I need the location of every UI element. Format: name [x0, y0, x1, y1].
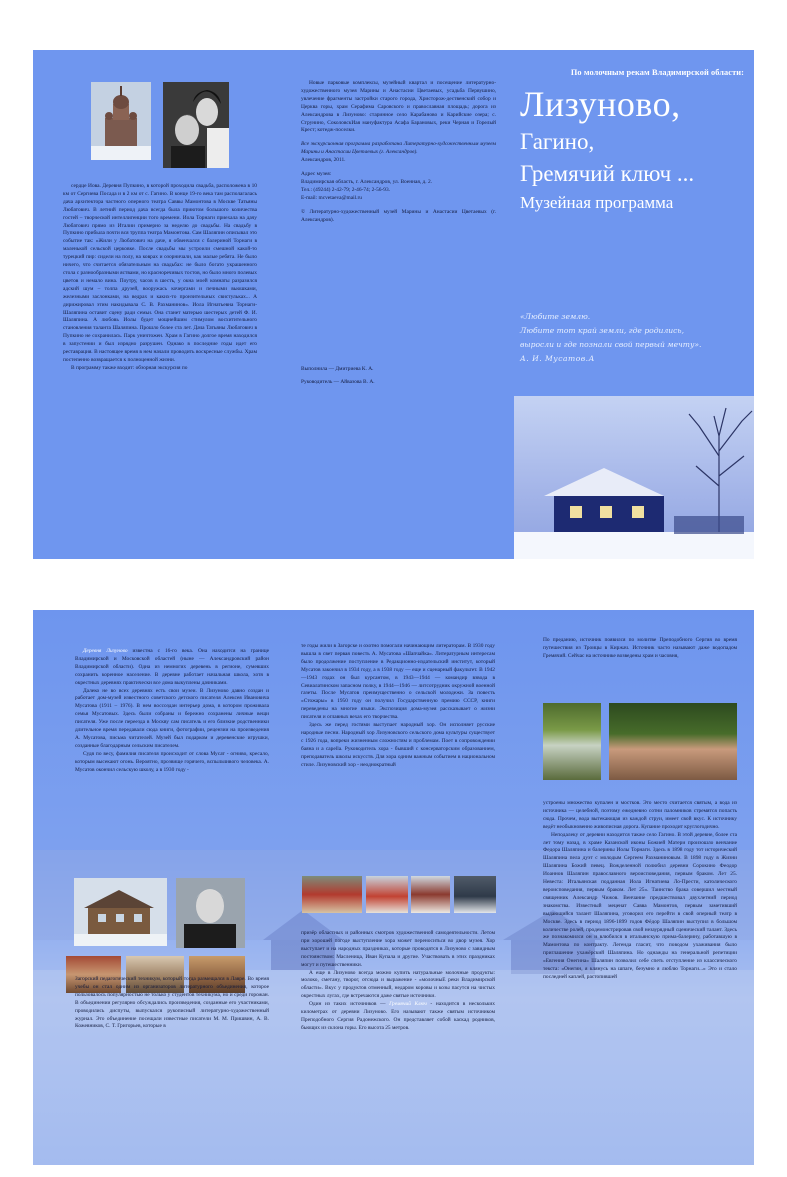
museum-address: Владимирская область, г. Александров, ул. Военная, д. 2. [301, 178, 433, 185]
copyright: © Литературно-художественный музей Марины и Анастасии Цветаевых (г. Александров). [301, 208, 496, 223]
authors-note: Все экскурсионная программа разработана Литературно-художественным музеем Марины и Анастасии Цветаевых (г. Александров). [301, 141, 496, 156]
folk-choir-photo [411, 876, 450, 913]
cover-title-block [512, 68, 754, 213]
credit-author: Выполнила — Дмитриева К. А. [301, 366, 374, 372]
cover-title-gremyachiy: Гремячий ключ ... [520, 161, 695, 186]
musatov-house-photo [74, 878, 167, 946]
cover-program-label: Музейная программа [520, 193, 674, 212]
lizunovo-lead: Деревня Лизуново [83, 648, 128, 654]
spring-lead-prefix: Один из таких источников — [309, 1001, 386, 1008]
quote-author: А. И. Мусатов.А [520, 354, 595, 363]
lizunovo-intro: известна с 16-го века. Она находится на границе Владимирской и Московской областей (ныне — Александровский район Владимирской области). Одна из немногих деревень в регионе, сумевших сохранить коренное население. В деревне работает начальная школа, хотя в окрестных деревнях практически все дома выкуплены дачниками. [75, 648, 269, 686]
lizunovo-paragraph: Судя по весу, фамилия писателя происходит от слова Мусат - огниво, кресало, которым высекают огонь. Вероятно, прозвище горячего, вспыльчивого человека. А. Мусатов окончил сельскую школу, а в 1930 году - [75, 750, 269, 773]
folk-choir-photo [366, 876, 408, 913]
epigraph-quote [520, 310, 750, 366]
program-intro: Новые парковые комплексы, музейный квартал и посещение литературно-художественного музея Марины и Анастасии Цветаевых, усадьба Первушино, увлечение фрагменты застройки старого города, Христорож-дественский собор и Церква горы, храм Серафима Саровского и православная площадь; дорога из Александрова в Лизуново: старинное село Карабаново и Карийские озера; с. Струнино, СоколовскИая мануфактура Асафа Барановых, реки Черная и Горелый Крест; котедж-поселки. [301, 80, 496, 134]
city-year: Александров, 2011. [301, 157, 346, 164]
chaliapin-couple-photo [163, 82, 229, 168]
gagino-paragraph: Неподалеку от деревни находится также село Гагино. В этой деревне, более ста лет тому назад, в храме Казанской иконы Божией Матери произошло венчание Федора Шаляпина и балерины Иолы Торнаги. Здесь в 1898 году тот исторический Шаляпина пела дуэт с молодым Сергеем Рахманиновым. В 1898 году в Жизни Шаляпина Божий певец. Вожделенной полюбил деревни Сорокино Феодор Иоаннов Шаляпин православного вероисповедания, первым браком. Лет 25. Невеста: Итальянская подданная Иола Игнатиева Ло-Прести, католического вероисповедания, первым браком. Лет 25». Таинство брака совершил местный священник Александр Чижов. Венчание предшествовал двухлетний период знакомства. Известный меценат Савва Мамонтов, первым заметивший выдающийся талант Шаляпина, уговорил его перейти в свой оперный театр в Москве. Здесь в период 1896-1899 годов Фёдор Шаляпин выступил в большом количестве ролей, продемонстрировав свой незаурядный сценический талант. Здесь же познакомился он и влюбился в итальянскую прима-балерину, работавшую в Мамонтова по контракту. Легенда гласит, что поводом ухаживания было приглашение ухажёрский Шаляпина. Но однажды на генеральной репетиции «Евгения Онегина» Шаляпин позволил себе спеть отступление из классического текста: «Онегин, я клянусь на шпаге, безумно я люблю Торнаги...» Это и стало последней каплей, растопившей [543, 831, 737, 980]
spring-waterfall-photo [543, 703, 601, 780]
brochure-inner-sheet [33, 610, 754, 1165]
dairy-paragraph: А еще в Лизуново всегда можно купить натуральные молочные продукты: молоко, сметану, творог, отсюда и выражение - «молочныЕ реки Владимирской области». Вкус у продуктов отменный, недаром коровы и козы пасутся на чистых окрестных лугах, где встречаются даже святые источники. [301, 969, 495, 1000]
choir-paragraph: призёр областных и районных смотров художественной самодеятельности. Летом при хорошей погоде выступление хора может переноситься во двор музея. Хор выступает и на народных праздниках, которые проводятся в Лизуново с завидным постоянством: Масленица, Иван Купала и другие. Участвовать в этих праздниках могут и путешественники. [301, 930, 495, 968]
lizunovo-column [75, 648, 269, 775]
folk-choir-photo [302, 876, 362, 913]
choir-paragraph: Здесь же перед гостями выступает народный хор. Он исполняет русские народные песни. Народный хор Лизуновского сельского дома культуры существует с 1926 года, вопреки жизненным сложностям и проблемам. Поет в сопровождении баяна и a capella. Руководитель хора - бывший с консерваторским образованием, преподаватель школы искусств. Для хора одним важным событием в национальном стиле. Лизуновский хор - неоднократный [301, 722, 495, 768]
history-paragraph: В программу также входит: обзорная экскурсия по [71, 364, 188, 371]
lizunovo-column-lower [75, 976, 269, 1031]
history-paragraph: сердце Иова. Деревня Пупкино, в которой проходила свадьба, расположена в 10 км от Сергиева Посада и в 2 км от с. Гагино. В конце 19-го века там располагалась дача архитектора частного оперного театра Саввы Мамонтова в Москве Татьяны Любатович. В летний период дача всегда была приютом большого количества гостей – творческой интеллигенции того времени. Иола Торнаги приехала на дачу Любатович прямо из Италии примерно за неделю до свадьбы. На свадьбу в Пупкино прибыла почти вся труппа театра Мамонтова. Сам Шаляпин описывал это событие так: «Жили у Любатович на даче, я обвенчался с балериной Торнаги в маленькой сельской церковке. После свадьбы мы устроили смешной какой-то турецкий пир: сидели на полу, на коврах и озорничали, как малые ребята. Не было ничего, что считается обязательным на свадьбах: не было богато украшенного стола с разнообразными яствами, но красноречивых тостов, но было много полевых цветов и немало вина. Поутру, часов в шесть, у окна моей комнаты разразился адский шум – толпа друзей, вооружась кочергами и печными вьюшками, железными заслонками, на ведрах и каких-то пронзительных свистульках... А дирижировал этим накидывала С. В. Рахманинов». Иола Игнатьевна Торнаги-Шаляпина оставит сцену ради семьи. Она станет матерью шестерых детей Ф. И. Шаляпина. А любовь Иолы будет мощнейшим стимулом восхитительного становления таланта Шаляпина. Прошло более ста лет. Дача Татьяны Любатович в Пупкино не сохранилась. Парк уничтожен. Храм в Гагино долгое время находился в запустении и был изрядно разрушен. Однако в последние годы идет его реставрация. В настоящее время в нем начали проводить воскресные службы. Храм постепенно возвращается к полноценной жизни. [63, 183, 257, 363]
lizunovo-paragraph: Далеко не во всех деревнях есть свои музеи. В Лизуново давно создан и работает дом-музей известного советского детского писателя Алексея Ивановича Мусатова (1911 – 1976). В нем воссоздан интерьер дома, в котором проживала семья Мусатовых. Здесь были собраны и бережно сохранены личные вещи писателя. Уже после переезда в Москву сам писатель и его близкие родственники длительное время передавали сюда книги, фотографии, рецензии на произведения А. Мусатова, письма читателей. Музей был подарком и деревенские игрушки, созданные благодарным сельским писателем. [75, 687, 269, 749]
cover-title-lizunovo: Лизуново, [520, 84, 681, 124]
credit-supervisor: Руководитель — Айвазова В. А. [301, 379, 375, 385]
credits [301, 363, 496, 389]
winter-house-photo [514, 396, 754, 559]
spring-text: - находится в нескольких километрах от деревни Лизуново. Его называют также святым источником Преподобного Сергия Радонежского. Он представляет собой каскад родников, бьющих из склона горы. Его высота 25 метров. [301, 1001, 496, 1031]
history-column [63, 183, 257, 373]
quote-text: «Любите землю. Любите тот край земли, где родились, выросли и где познали свой первый мечту». [520, 312, 702, 349]
spring-legend-paragraph: По преданию, источник появился по молитве Преподобного Сергия во время путешествия из Троицы в Киржач. Источник часто называют даже водопадом Гремячий. Сейчас на источнике возведены храм и часовня, [543, 637, 737, 659]
program-info-column [301, 80, 496, 225]
musatov-paragraph: те годы жили в Загорске и охотно помогали начинающим литераторам. В 1930 году вышла в свет первая повесть А. Мусатова «Шапчайка». Литературным интересам было продолжение поступление в Редакционно-издательский институт, который Мусатов закончил в 1934 году, а в 1938 году — еще и сценарный факультет. В 1942—1943 годах он был курсантом, в 1943—1944 — командир взвода в Севиалатинском запасном полку, в 1944—1946 — литсотрудник окружной военной газеты. После Мусатов преимущественно о сельской молодежи. За повесть «Стожары» в 1950 году он получил Государственную премию СССР, книги переведены на многие языки. Экспозиция дома-музея рассказывает о жизни писателя и оглавных вехах его творчества. [301, 643, 495, 721]
spring-bathers-photo [609, 703, 737, 780]
brochure-outer-sheet [33, 50, 754, 559]
musatov-column-lower [301, 930, 495, 1033]
spring-lead: Гремячий Ключ [389, 1001, 427, 1008]
musatov-column [301, 643, 495, 770]
lizunovo-paragraph: Загорский педагогический техникум, который тогда размещался в Лавре. Во время учебы он стал одним из организаторов литературного объединения, которое пользовалось популярностью не только у студентов техникума, но и среди горожан. В объединении регулярно обсуждались произведения, созданные его участниками, проводились диспуты, выпускался рукописный литературно-художественный журнал. Это объединение посещали известные писатели М. М. Пришвин, А. В. Кожевников, С. Т. Григорьев, которые в [75, 976, 269, 1030]
spring-paragraph: устроены множество купален и мостков. Это место считается святым, а вода из источника — целебной, поэтому ежедневно сотни паломников стремятся попасть сюда. Прочем, вода вытекающая из каждой струи, имеет свой вкус. К источнику ведёт необыкновенно живописная дорога. Купание проходит круглогодично. [543, 800, 737, 830]
church-photo [91, 82, 151, 160]
cover-title-gagino: Гагино, [520, 129, 595, 154]
gagino-column [543, 800, 737, 982]
musatov-portrait-photo [176, 878, 245, 948]
museum-phone: Тел.: (49244) 2-42-79; 2-46-74; 2-56-93. [301, 186, 391, 193]
cover-subtitle: По молочным рекам Владимирской области: [570, 68, 744, 77]
folk-choir-photo [454, 876, 496, 913]
museum-email[interactable]: E-mail: mcvetaeva@mail.ru [301, 194, 362, 201]
address-label: Адрес музея: [301, 171, 332, 178]
spring-column [543, 637, 737, 661]
